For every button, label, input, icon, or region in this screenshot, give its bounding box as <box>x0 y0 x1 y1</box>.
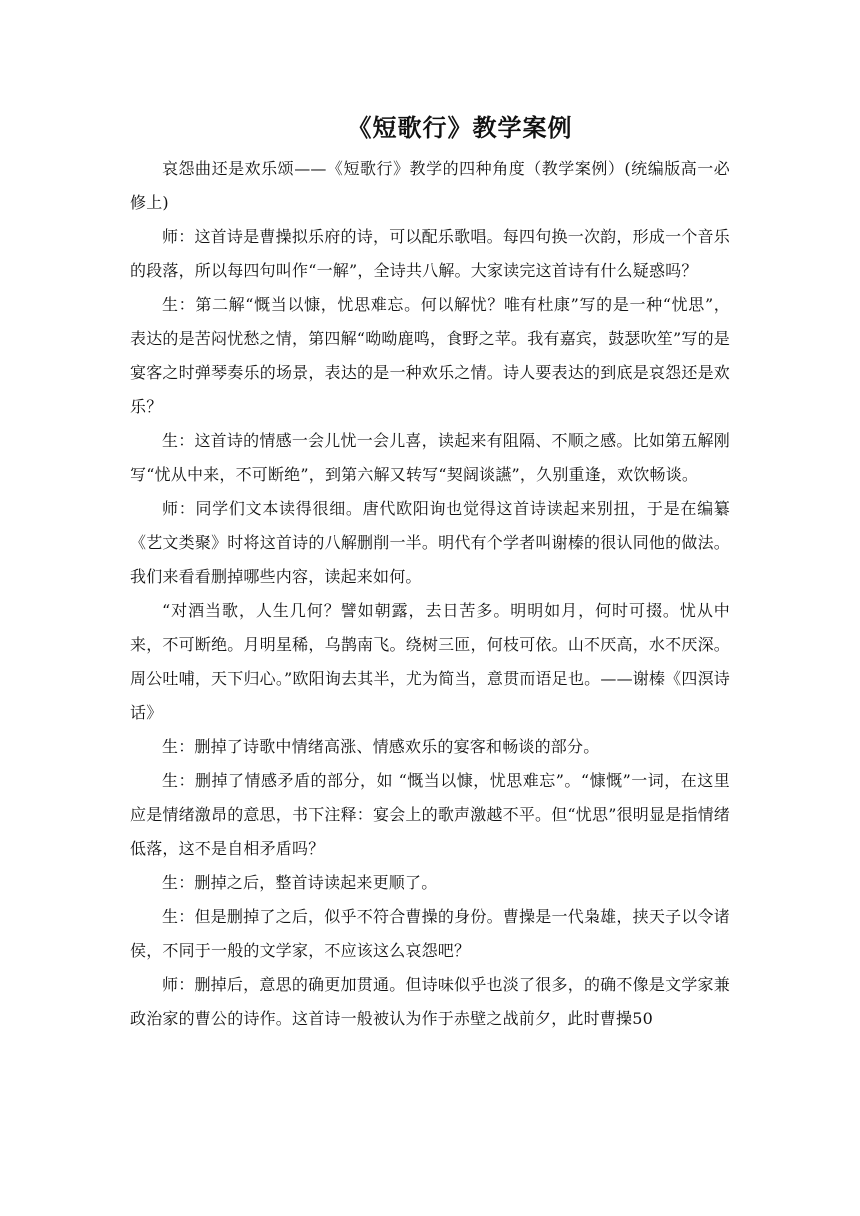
paragraph: 师：删掉后，意思的确更加贯通。但诗味似乎也淡了很多，的确不像是文学家兼政治家的曹公的诗作。这首诗一般被认为作于赤壁之战前夕，此时曹操50 <box>130 975 730 1028</box>
paragraph: 生：这首诗的情感一会儿忧一会儿喜，读起来有阻隔、不顺之感。比如第五解刚写“忧从中来，不可断绝”，到第六解又转写“契阔谈讌”，久别重逢，欢饮畅谈。 <box>130 431 730 484</box>
paragraph: 生：删掉了诗歌中情绪高涨、情感欢乐的宴客和畅谈的部分。 <box>162 737 600 756</box>
paragraph: 生：第二解“慨当以慷，忧思难忘。何以解忧？唯有杜康”写的是一种“忧思”，表达的是苦闷忧愁之情，第四解“呦呦鹿鸣，食野之苹。我有嘉宾，鼓瑟吹笙”写的是宴客之时弹琴奏乐的场景，表达的是一种欢乐之情。诗人要表达的到底是哀怨还是欢乐？ <box>130 295 730 416</box>
paragraph: 师：同学们文本读得很细。唐代欧阳询也觉得这首诗读起来别扭，于是在编纂《艺文类聚》时将这首诗的八解删削一半。明代有个学者叫谢榛的很认同他的做法。我们来看看删掉哪些内容，读起来如何。 <box>130 499 730 586</box>
paragraph: 生：但是删掉了之后，似乎不符合曹操的身份。曹操是一代枭雄，挟天子以令诸侯，不同于一般的文学家，不应该这么哀怨吧？ <box>130 907 730 960</box>
paragraph: 生：删掉之后，整首诗读起来更顺了。 <box>162 873 438 892</box>
paragraph: 师：这首诗是曹操拟乐府的诗，可以配乐歌唱。每四句换一次韵，形成一个音乐的段落，所以每四句叫作“一解”，全诗共八解。大家读完这首诗有什么疑惑吗？ <box>130 227 730 280</box>
document-title: 《短歌行》教学案例 <box>347 114 573 142</box>
paragraph-subtitle: 哀怨曲还是欢乐颂——《短歌行》教学的四种角度（教学案例）(统编版高一必修上) <box>130 159 730 212</box>
paragraph: 生：删掉了情感矛盾的部分，如 “慨当以慷，忧思难忘”。“慷慨”一词，在这里应是情绪激昂的意思，书下注释：宴会上的歌声激越不平。但“忧思”很明显是指情绪低落，这不是自相矛盾吗？ <box>130 771 730 858</box>
document-page <box>130 108 730 1036</box>
paragraph-quotation: “对酒当歌，人生几何？譬如朝露，去日苦多。明明如月，何时可掇。忧从中来，不可断绝。月明星稀，乌鹊南飞。绕树三匝，何枝可依。山不厌高，水不厌深。周公吐哺，天下归心。”欧阳询去其半，尤为简当，意贯而语足也。——谢榛《四溟诗话》 <box>130 601 730 722</box>
